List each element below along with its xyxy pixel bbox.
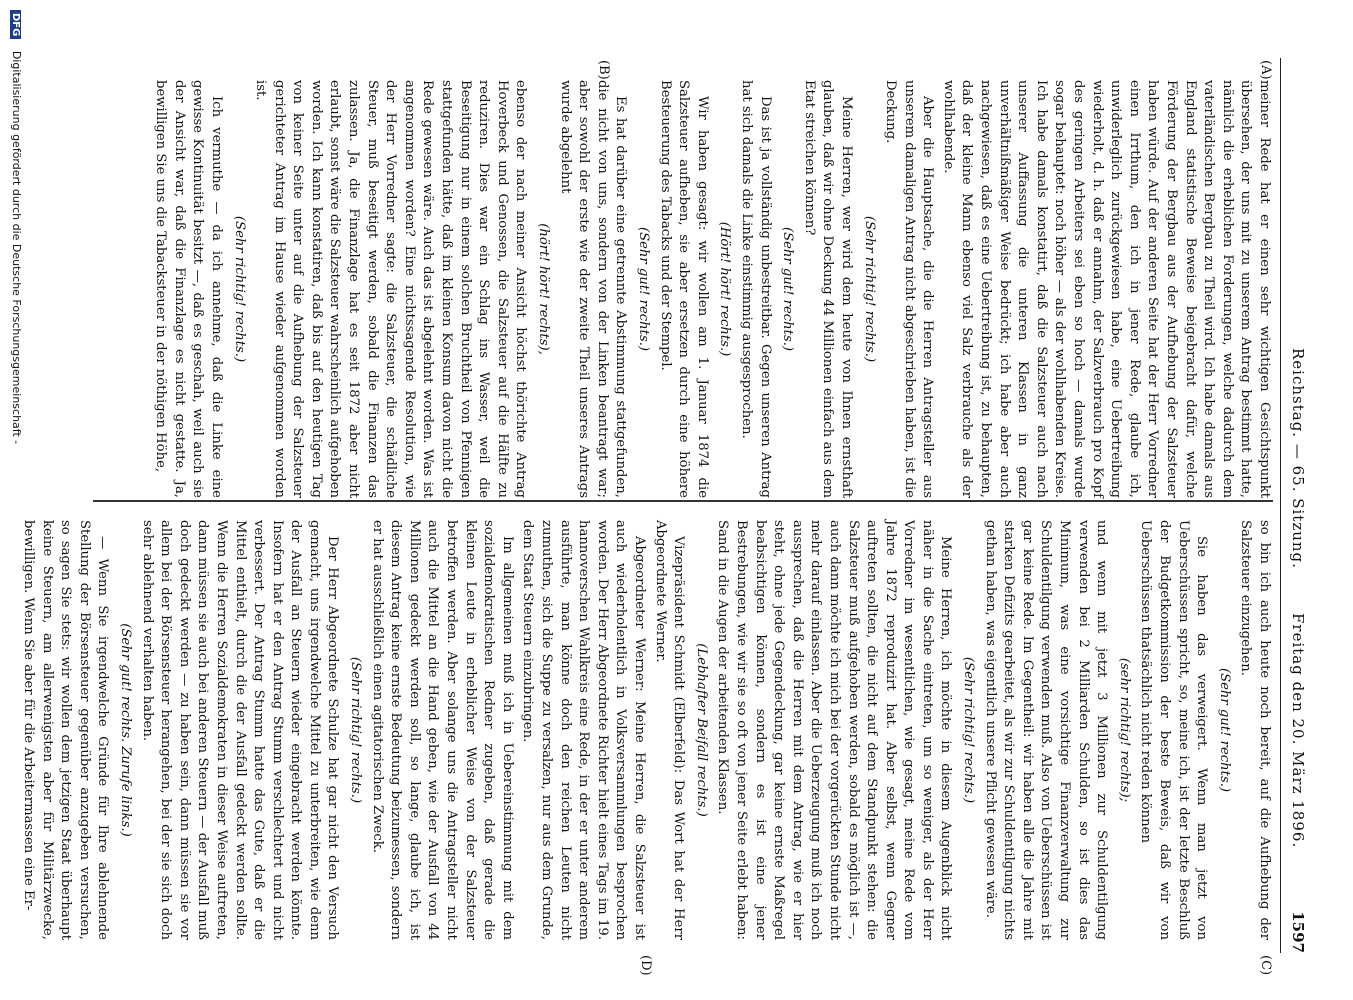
column-divider xyxy=(93,500,1273,502)
paragraph: meiner Rede hat er einen sehr wichtigen Gesichtspunkt übersehen, der uns mit zu unserem Antrag bestimmt hatte, nämlich die erheblichen Forderungen, welche dadurch dem vaterländischen Bergbau zu Theil wird. Ich habe damals aus England statistische Beweise beigebracht dafür, welche Förderung der Bergbau aus der Aufhebung der Salzsteuer haben würde. Auf der anderen Seite hat der Herr Vorredner einen Irrthum, den ich in jener Rede, glaube ich, unwiderleglich zurückgewiesen habe, eine Uebertreibung wiederholt, d. h. daß er annahm, der Salzverbrauch pro Kopf des geringen Arbeiters sei eben so hoch — damals wurde sogar behauptet: noch höher — als der wohlhabenden Kreise. Ich habe damals konstatirt, daß die Salzsteuer auch nach unserer Auffassung die unteren Klassen in ganz unverhältnißmäßiger Weise bedrückt; ich habe aber auch nachgewiesen, daß es eine Uebertreibung ist, zu behaupten, daß der kleine Mann ebenso viel Salz verbrauche als der wohlhabende. xyxy=(940,80,1272,498)
paragraph: Das ist ja vollständig unbestreitbar. Gegen unseren Antrag hat sich damals die Linke einstimmig ausgesprochen. xyxy=(738,80,773,498)
page-number: 1597 xyxy=(1289,911,1307,953)
interjection: (Sehr richtig! rechts.) xyxy=(861,215,877,363)
interjection: (sehr richtig! rechts); xyxy=(1116,657,1132,803)
interjection: (Sehr richtig! rechts.) xyxy=(348,656,364,804)
margin-mark-c: (C) xyxy=(1258,955,1273,976)
interjection: (Sehr gut! rechts. Zurufe links.) xyxy=(117,623,133,837)
interjection: (Lebhafter Beifall rechts.) xyxy=(693,643,709,817)
interjection: (Sehr richtig! rechts.) xyxy=(231,215,247,363)
speaker-paragraph: Abgeordneter Werner: Meine Herren, die Salzsteuer ist auch wiederholentlich in Volksversammlungen besprochen worden. Der Herr Abgeordnete Richter hielt eines Tags im 19. hannoverschen Wahlkreis eine Rede, in der er unter anderem ausführte, man könne doch den reichen Leuten nicht zumuthen, sich die Suppe zu versalzen, nur aus dem Grunde, dem Staat Steuern einzubringen. xyxy=(520,520,647,940)
paragraph: Ich vermuthe — da ich annehme, daß die Linke eine gewisse Kontinuität besitzt —, daß es geschah, weil auch sie der Ansicht war, daß die Finanzlage es nicht gestatte. Ja, bewilligen Sie uns die Tabacksteuer in der nöthigen Höhe, xyxy=(153,80,224,498)
paragraph: Es hat darüber eine getrennte Abstimmung stattgefunden, die nicht von uns, sondern von der Linken beantragt war; aber sowohl der erste wie der zweite Theil unseres Antrags wurde abgelehnt xyxy=(557,80,629,498)
interjection: (Sehr richtig! rechts.) xyxy=(961,656,977,804)
paragraph: so bin ich auch heute noch bereit, auf die Aufhebung der Salzsteuer einzugehen. xyxy=(1238,520,1272,940)
paragraph: Meine Herren, wer wird dem heute von Ihnen ernsthaft glauben, daß wir ohne Deckung 44 Millionen einfach aus dem Etat streichen können? xyxy=(801,80,854,498)
paragraph: ebenso der nach meiner Ansicht höchst thörichte Antrag Hoverbeck und Genossen, die Salzsteuer auf die Hälfte zu reduziren. Dies war ein Schlag ins Wasser, weil die Beseitigung nur in einem solchen Bruchtheil von Pfennigen stattgefunden hätte, daß im kleinen Konsum davon nicht die Rede gewesen wäre. Auch das ist abgelehnt worden. Was ist angenommen worden? Eine nichtssagende Resolution, wie der Herr Vorredner sagte: die Salzsteuer, die schädliche Steuer, muß beseitigt werden, sobald die Finanzen das zulassen. Ja, die Finanzlage hat es seit 1872 aber nicht erlaubt, sonst wäre die Salzsteuer wahrscheinlich aufgehoben worden. Ich kann konstatiren, daß bis auf den heutigen Tag von keiner Seite unter auf die Aufhebung der Salzsteuer gerichteter Antrag im Hause wieder aufgenommen worden ist. xyxy=(253,80,529,498)
interjection: (Sehr gut! rechts.) xyxy=(1216,667,1232,793)
margin-mark-d: (D) xyxy=(638,955,653,976)
paragraph: und wenn mit jetzt 3 Millionen zur Schuldentilgung verwenden bei 2 Milliarden Schulden, so ist dies das Minimum, was eine vorsichtige Finanzverwaltung zur Schuldentilgung verwenden muß. Also von Ueberschüssen ist gar keine Rede. Im Gegentheil: wir haben alle die Jahre mit starken Defizits gearbeitet, als wir zur Schuldentilgung nichts gethan haben, was eigentlich unsere Pflicht gewesen wäre. xyxy=(982,520,1110,940)
paragraph: Der Herr Abgeordnete Schulze hat gar nicht den Versuch gemacht, uns irgendwelche Mittel zu unterbreiten, wie denn der Ausfall an Steuern wieder eingebracht werden könnte. Insofern hat er den Antrag Stumm verschlechtert und nicht verbessert. Der Antrag Stumm hatte das Gute, daß er die Mittel enthielt, durch die der Ausfall gedeckt werden sollte. Wenn die Herren Sozialdemokraten in dieser Weise auftreten, dann müssen sie auch bei anderen Steuern — der Ausfall muß doch gedeckt werden — zu haben sein, dann müssen sie vor allem bei der Börsensteuer herangehen, bei der sie sich doch sehr ablehnend verhalten haben. xyxy=(139,520,341,940)
margin-mark-a: (A) xyxy=(1258,60,1273,80)
interjection: (Sehr gut! rechts.) xyxy=(780,226,796,352)
paragraph: Sie haben das verweigert. Wenn man jetzt von Ueberschüssen spricht, so, meine ich, ist der letzte Beschluß der Budgetkommission der beste Beweis, daß wir von Ueberschüssen thatsächlich nicht reden können xyxy=(1138,520,1210,940)
footer-text: Digitalisierung gefördert durch die Deutsche Forschungsgemeinschaft - xyxy=(10,50,23,445)
dfg-logo: DFG xyxy=(10,10,21,39)
paragraph: Wir haben gesagt: wir wollen am 1. Januar 1874 die Salzsteuer aufheben, sie aber ersetzen durch eine höhere Besteuerung des Tabacks und der Stempel. xyxy=(657,80,710,498)
page-header xyxy=(1280,58,1311,953)
paragraph: Im allgemeinen muß ich in Uebereinstimmung mit dem sozialdemokratischen Redner zugeben, daß gerade die kleinen Leute in erheblicher Weise von der Salzsteuer betroffen werden. Aber solange uns die Antragsteller nicht auch die Mittel an die Hand geben, wie der Ausfall von 44 Millionen gedeckt werden soll, so lange, glaube ich, ist diesem Antrag keine ernste Bedeutung beizumessen, sondern er hat ausschließlich einen agitatorischen Zweck. xyxy=(369,520,515,940)
header-session: Reichstag. — 65. Sitzung. xyxy=(1289,348,1307,569)
interjection: (hört! hört! rechts), xyxy=(536,223,552,355)
digitization-footer xyxy=(10,0,23,1000)
right-column xyxy=(16,520,1273,940)
interjection: (Hört! hört! rechts.) xyxy=(717,221,733,357)
paragraph: Aber die Hauptsache, die die Herren Antragsteller aus unserem damaligen Antrag nicht abgeschrieben haben, ist die Deckung. xyxy=(883,80,936,498)
margin-mark-b: (B) xyxy=(596,60,611,80)
paragraph: Meine Herren, ich möchte in diesem Augenblick nicht näher in die Sache eintreten, um so weniger, als der Herr Vorredner im wesentlichen, wie gesagt, meine Rede vom Jahre 1872 reproduzirt hat. Aber selbst, wenn Gegner auftreten sollten, die nicht auf dem Standpunkt stehen: die Salzsteuer muß aufgehoben werden, sobald es möglich ist —, auch dann möchte ich mich bei der vorgerückten Stunde nicht mehr darauf einlassen. Aber die Ueberzeugung muß ich noch aussprechen, daß die Herren mit dem Antrag, wie er hier steht, ohne jede Gegendeckung, gar keine ernste Maßregel beabsichtigen können, sondern es ist eine jener Bestrebungen, wie wir sie so oft von jener Seite erlebt haben: Sand in die Augen der arbeitenden Klassen. xyxy=(715,520,954,940)
left-column xyxy=(149,80,1273,498)
header-date: Freitag den 20. März 1896. xyxy=(1289,613,1307,849)
speaker-paragraph: Vizepräsident Schmidt (Elberfeld): Das Wort hat der Herr Abgeordnete Werner. xyxy=(652,520,687,940)
paragraph: — Wenn Sie irgendwelche Gründe für Ihre ablehnende Stellung der Börsensteuer gegenüber anzugeben versuchen, so sagen Sie stets: wir wollen dem jetzigen Staat überhaupt keine Steuern, am allerwenigsten aber für Militärzwecke, bewilligen. Wenn Sie aber für die Arbeitermassen eine Er- xyxy=(21,520,111,940)
interjection: (Sehr gut! rechts.) xyxy=(636,226,651,352)
